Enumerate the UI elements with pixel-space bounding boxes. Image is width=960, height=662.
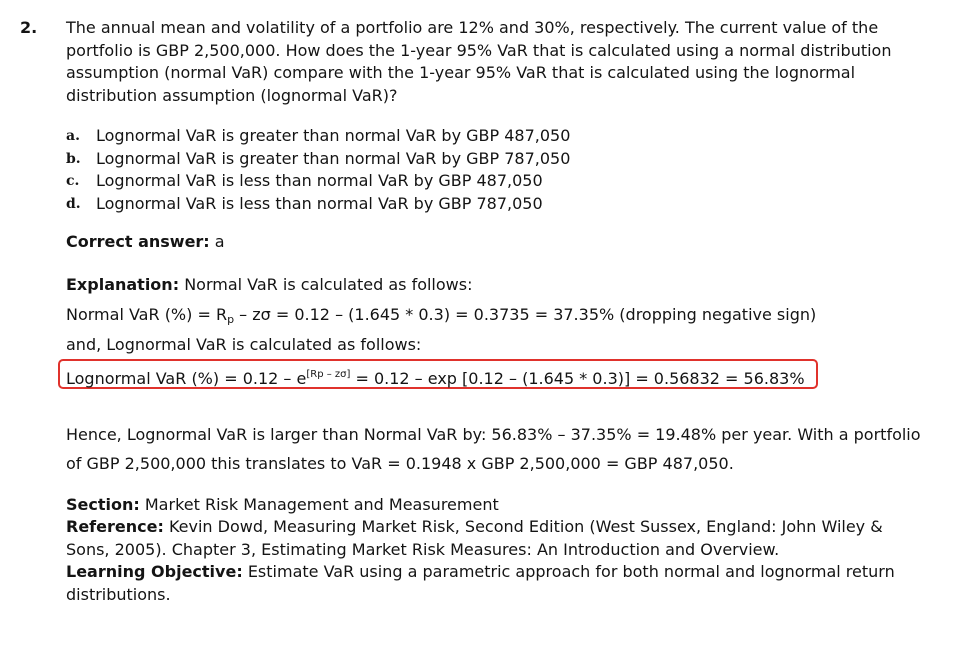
normal-formula-subscript: p [227,313,235,326]
reference-label: Reference: [66,517,164,537]
section-line [66,494,926,516]
lognormal-formula-suffix: = 0.12 – exp [0.12 – (1.645 * 0.3)] = 0.56832 = 56.83% [350,369,805,388]
lognormal-var-formula [66,364,805,390]
normal-formula-prefix: Normal VaR (%) = R [66,305,228,324]
option-a [66,125,570,148]
section-value: Market Risk Management and Measurement [144,495,499,514]
question-stem: The annual mean and volatility of a portfolio are 12% and 30%, respectively. The current value of the portfolio is GBP 2,500,000. How does the 1-year 95% VaR that is calculated using a normal distribution assumption (normal VaR) compare with the 1-year 95% VaR that is calculated using the lognormal distribution assumption (lognormal VaR)? [66,18,892,105]
answer-options [66,125,570,215]
lognormal-formula-prefix: Lognormal VaR (%) = 0.12 – e [66,369,307,388]
section-label: Section: [66,495,140,514]
explanation-label: Explanation: [66,275,180,294]
question-number: 2. [20,18,38,37]
option-text: Lognormal VaR is less than normal VaR by GBP 487,050 [96,171,543,190]
objective-line [66,561,926,606]
correct-answer-value: a [214,232,225,251]
objective-value: Estimate VaR using a parametric approach for both normal and lognormal return distributions. [66,562,895,604]
normal-var-formula [66,304,816,331]
option-letter: a. [66,128,80,144]
objective-label: Learning Objective: [66,562,243,582]
lognormal-formula-exponent: [Rp – zσ] [306,369,351,380]
explanation-heading [66,274,472,296]
reference-value: Kevin Dowd, Measuring Market Risk, Second Edition (West Sussex, England: John Wiley & Sons, 2005). Chapter 3, Estimating Market Risk Measures: An Introduction and Overview. [66,517,883,559]
option-text: Lognormal VaR is less than normal VaR by GBP 787,050 [96,193,543,213]
explanation-conclusion: Hence, Lognormal VaR is larger than Normal VaR by: 56.83% – 37.35% = 19.48% per year. With a portfolio of GBP 2,500,000 this translates to VaR = 0.1948 x GBP 2,500,000 = GBP 487,050. [66,425,921,473]
question-metadata [66,494,926,606]
option-b [66,148,570,171]
explanation-intro: Normal VaR is calculated as follows: [184,275,473,294]
option-c [66,170,570,193]
option-text: Lognormal VaR is greater than normal VaR by GBP 487,050 [96,126,571,145]
reference-line [66,516,926,561]
normal-formula-suffix: – zσ = 0.12 – (1.645 * 0.3) = 0.3735 = 37.35% (dropping negative sign) [234,305,817,324]
option-letter: d. [66,195,81,212]
lognormal-intro: and, Lognormal VaR is calculated as follows: [66,335,422,354]
correct-answer-label: Correct answer: [66,232,210,251]
option-letter: b. [66,150,81,167]
option-letter: c. [66,173,80,189]
option-d [66,193,570,216]
option-text: Lognormal VaR is greater than normal VaR by GBP 787,050 [96,148,571,168]
correct-answer [66,231,225,253]
